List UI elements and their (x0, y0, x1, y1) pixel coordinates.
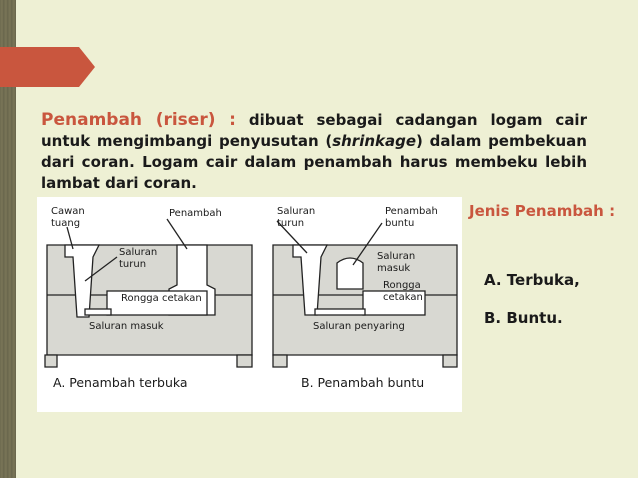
label-saluran: Saluran (119, 247, 158, 258)
label-b-saluran-2: Saluran (377, 251, 416, 262)
label-b-penambah: Penambah (385, 206, 438, 217)
label-b-rongga: Rongga (383, 280, 421, 291)
riser-diagram (37, 197, 462, 412)
option-buntu: B. Buntu. (484, 309, 563, 327)
definition-text-2: ) dalam pembekuan dari coran. Logam cair dalam penambah harus membeku lebih lambat dari coran. (41, 132, 587, 192)
definition-paragraph (41, 110, 587, 194)
mold-b-foot-left (273, 355, 287, 367)
shrinkage-word: shrinkage (332, 132, 417, 150)
mold-a-foot-right (237, 355, 252, 367)
option-terbuka: A. Terbuka, (484, 271, 580, 289)
label-rongga-cetakan: Rongga cetakan (121, 293, 202, 304)
arrow-tab-decoration (0, 47, 95, 87)
label-saluran-masuk: Saluran masuk (89, 321, 164, 332)
mold-b-ingate (315, 309, 365, 315)
label-cawan: Cawan (51, 206, 85, 217)
riser-diagram-figure (37, 197, 462, 412)
jenis-penambah-title-text: Jenis Penambah : (469, 202, 616, 220)
label-b-saluran: Saluran (277, 206, 316, 217)
label-turun: turun (119, 259, 147, 270)
label-b-turun: turun (277, 218, 305, 229)
label-b-cetakan: cetakan (383, 292, 423, 303)
label-tuang: tuang (51, 218, 81, 229)
mold-a-foot-left (45, 355, 57, 367)
label-penambah: Penambah (169, 208, 222, 219)
jenis-penambah-title (469, 201, 615, 222)
label-b-buntu: buntu (385, 218, 415, 229)
caption-b: B. Penambah buntu (301, 375, 425, 390)
term-riser: Penambah (riser) : (41, 110, 236, 130)
label-b-saluran-penyaring: Saluran penyaring (313, 321, 405, 332)
mold-a-ingate (85, 309, 111, 315)
label-b-masuk: masuk (377, 263, 411, 274)
definition-text-1: dibuat sebagai cadangan logam cair untuk mengimbangi penyusutan ( (41, 111, 587, 150)
mold-b-blind-riser (337, 258, 363, 289)
mold-b-foot-right (443, 355, 457, 367)
caption-a: A. Penambah terbuka (53, 375, 188, 390)
